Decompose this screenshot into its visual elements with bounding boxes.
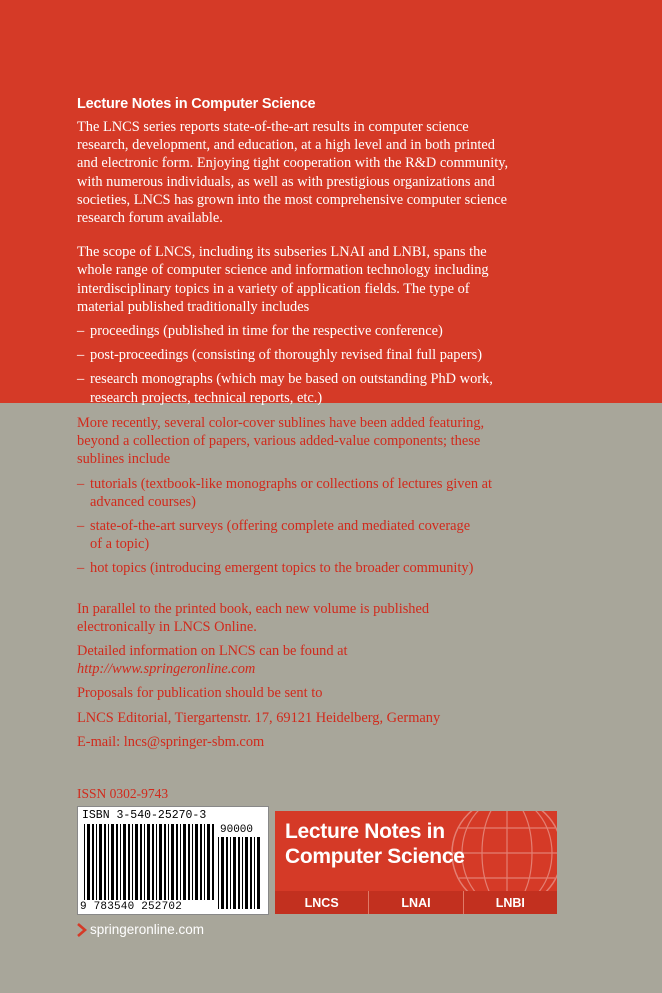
series-heading: Lecture Notes in Computer Science: [77, 96, 316, 112]
top-content: [77, 96, 597, 413]
subseries-lncs: LNCS: [275, 891, 368, 914]
ean-digits: 9 783540 252702: [80, 901, 183, 913]
list-item: – proceedings (published in time for the respective conference): [77, 323, 443, 340]
publisher-name: springeronline.com: [90, 922, 205, 937]
logo-title: Lecture Notes in Computer Science: [285, 820, 465, 868]
addon-digits: 90000: [220, 824, 254, 836]
online-paragraph: In parallel to the printed book, each new volume is published electronically in LNCS Online.: [77, 600, 430, 635]
info-paragraph: Detailed information on LNCS can be found at http://www.springeronline.com: [77, 643, 348, 678]
barcode-bars-icon: [84, 824, 214, 900]
isbn-barcode: [77, 806, 269, 915]
list-item: – hot topics (introducing emergent topics to the broader community): [77, 560, 474, 577]
isbn-text: ISBN 3-540-25270-3: [82, 809, 207, 822]
scope-paragraph: The scope of LNCS, including its subseries LNAI and LNBI, spans the whole range of computer science and information technology including interdisciplinary topics in a variety of application fields. The type of material published traditionally includes: [77, 244, 489, 315]
lncs-series-logo: [275, 811, 557, 914]
issn-number: ISSN 0302-9743: [77, 786, 169, 801]
springer-url-link[interactable]: http://www.springeronline.com: [77, 661, 256, 678]
list-item: – research monographs (which may be based on outstanding PhD work, research projects, technical reports, etc.): [77, 371, 493, 406]
email-line: E-mail: lncs@springer-sbm.com: [77, 733, 265, 750]
publisher-link[interactable]: [77, 922, 204, 937]
list-item: – tutorials (textbook-like monographs or collections of lectures given at advanced courses): [77, 475, 493, 510]
subseries-lnai: LNAI: [368, 891, 462, 914]
chevron-right-icon: [77, 923, 87, 937]
subseries-strip: [275, 891, 557, 914]
subseries-lnbi: LNBI: [463, 891, 557, 914]
proposals-line: Proposals for publication should be sent to: [77, 685, 323, 702]
intro-paragraph: The LNCS series reports state-of-the-art results in computer science research, development, and education, at a high level and in both printed and electronic form. Enjoying tight cooperation with the R&D community, with numerous individuals, as well as with prestigious organizations and societies, LNCS has grown into the most comprehensive computer science research forum available.: [77, 119, 509, 227]
bottom-content: [77, 414, 597, 751]
sublines-paragraph: More recently, several color-cover sublines have been added featuring, beyond a collection of papers, various added-value components; these sublines include: [77, 415, 485, 468]
list-item: – post-proceedings (consisting of thoroughly revised final full papers): [77, 347, 483, 364]
editorial-address: LNCS Editorial, Tiergartenstr. 17, 69121 Heidelberg, Germany: [77, 709, 441, 726]
addon-barcode-bars-icon: [218, 837, 262, 909]
list-item: – state-of-the-art surveys (offering complete and mediated coverage of a topic): [77, 518, 471, 553]
